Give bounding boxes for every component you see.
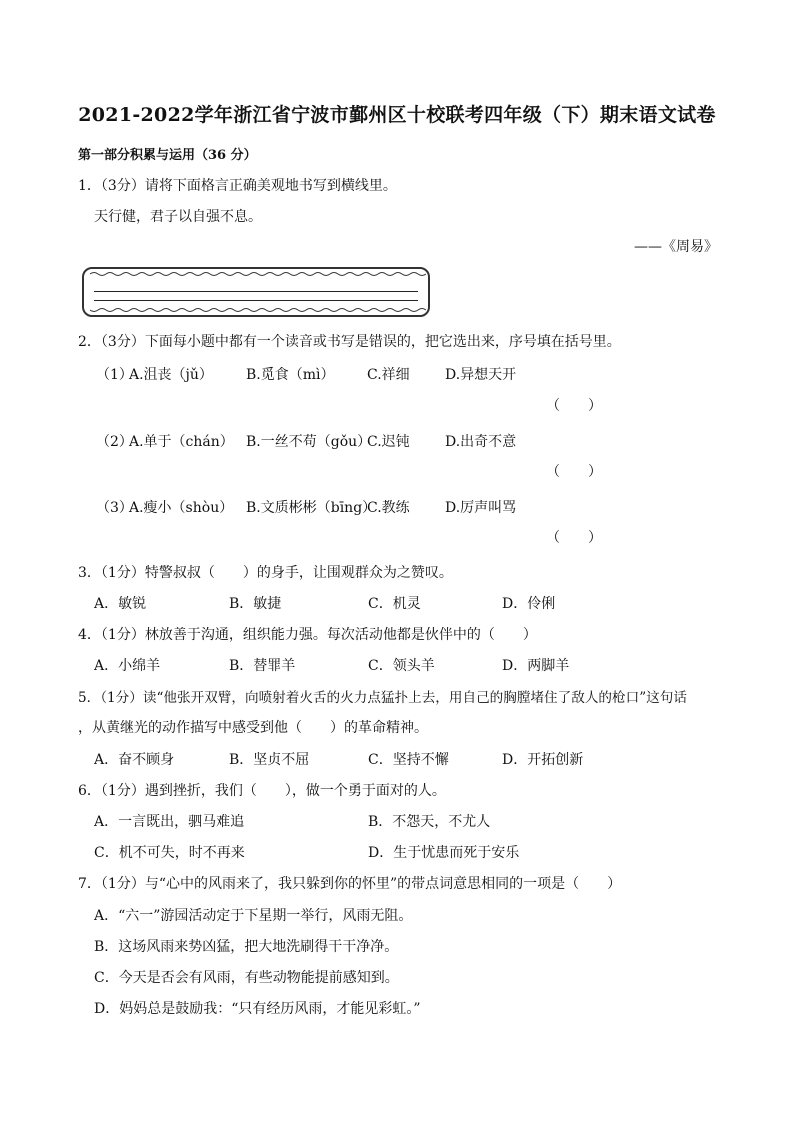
q5-option-d[interactable]: D．开拓创新 bbox=[502, 752, 584, 768]
q2-item-3-b: B.文质彬彬（bīng） bbox=[246, 500, 377, 516]
q7-option-a[interactable]: A．“六一”游园活动定于下星期一举行，风雨无阻。 bbox=[94, 908, 413, 924]
q2-item-2-answer-bracket[interactable]: （ ） bbox=[546, 464, 602, 480]
q6-option-a[interactable]: A．一言既出，驷马难追 bbox=[94, 814, 245, 830]
q2-item-3-num: （3） bbox=[96, 500, 133, 516]
q2-item-1-d: D.异想天开 bbox=[445, 367, 517, 383]
q2-item-2-num: （2） bbox=[96, 434, 133, 450]
q3-option-b[interactable]: B．敏捷 bbox=[229, 596, 282, 612]
q3-stem: 3．（1分）特警叔叔（ ）的身手，让围观群众为之赞叹。 bbox=[78, 565, 453, 581]
q5-option-a[interactable]: A．奋不顾身 bbox=[94, 752, 175, 768]
q4-option-b[interactable]: B．替罪羊 bbox=[229, 658, 296, 674]
q2-item-1-b: B.觅食（mì） bbox=[246, 367, 335, 383]
q2-item-2-a: A.单于（chán） bbox=[129, 434, 234, 450]
q4-option-c[interactable]: C．领头羊 bbox=[368, 658, 435, 674]
q3-option-d[interactable]: D．伶俐 bbox=[502, 596, 556, 612]
writing-line-2 bbox=[94, 300, 418, 301]
wave-bottom-decoration bbox=[90, 307, 426, 313]
q5-option-c[interactable]: C．坚持不懈 bbox=[368, 752, 449, 768]
q2-stem: 2．（3分）下面每小题中都有一个读音或书写是错误的，把它选出来，序号填在括号里。 bbox=[78, 334, 621, 350]
section-heading: 第一部分积累与运用（36 分） bbox=[78, 148, 257, 163]
q1-source: ——《周易》 bbox=[634, 239, 718, 255]
q7-option-c[interactable]: C．今天是否会有风雨，有些动物能提前感知到。 bbox=[94, 970, 399, 986]
q2-item-3-d: D.厉声叫骂 bbox=[445, 500, 517, 516]
q2-item-1-c: C.祥细 bbox=[367, 367, 410, 383]
q6-option-d[interactable]: D．生于忧患而死于安乐 bbox=[368, 845, 520, 861]
q6-option-c[interactable]: C．机不可失，时不再来 bbox=[94, 845, 245, 861]
q2-item-1-a: A.沮丧（jǔ） bbox=[129, 367, 213, 383]
q5-stem-continued: ，从黄继光的动作描写中感受到他（ ）的革命精神。 bbox=[78, 720, 428, 736]
q5-stem: 5．（1分）读“他张开双臂，向喷射着火舌的火力点猛扑上去，用自己的胸膛堵住了敌人的枪口”这句话 bbox=[78, 690, 687, 706]
q3-option-a[interactable]: A．敏锐 bbox=[94, 596, 147, 612]
q2-item-1-answer-bracket[interactable]: （ ） bbox=[546, 398, 602, 414]
q2-item-3-c: C.教练 bbox=[367, 500, 410, 516]
writing-line-1 bbox=[94, 291, 418, 292]
q6-stem: 6．（1分）遇到挫折，我们（ ），做一个勇于面对的人。 bbox=[78, 783, 446, 799]
q3-option-c[interactable]: C．机灵 bbox=[368, 596, 421, 612]
q6-option-b[interactable]: B．不怨天，不尤人 bbox=[368, 814, 491, 830]
q2-item-3-answer-bracket[interactable]: （ ） bbox=[546, 530, 602, 546]
q2-item-2-c: C.迟钝 bbox=[367, 434, 410, 450]
q1-quote: 天行健，君子以自强不息。 bbox=[94, 209, 262, 225]
q2-item-2-d: D.出奇不意 bbox=[445, 434, 517, 450]
q2-item-1-num: （1） bbox=[96, 367, 133, 383]
handwriting-box[interactable] bbox=[82, 267, 430, 317]
q5-option-b[interactable]: B．坚贞不屈 bbox=[229, 752, 310, 768]
q7-stem: 7．（1分）与“心中的风雨来了，我只躲到你的怀里”的带点词意思相同的一项是（ ） bbox=[78, 876, 622, 892]
wave-top-decoration bbox=[90, 271, 426, 277]
q4-option-d[interactable]: D．两脚羊 bbox=[502, 658, 570, 674]
q4-stem: 4．（1分）林放善于沟通，组织能力强。每次活动他都是伙伴中的（ ） bbox=[78, 627, 537, 643]
exam-title: 2021-2022学年浙江省宁波市鄞州区十校联考四年级（下）期末语文试卷 bbox=[78, 104, 716, 126]
q2-item-2-b: B.一丝不苟（gǒu） bbox=[246, 434, 372, 450]
q7-option-b[interactable]: B．这场风雨来势凶猛，把大地洗刷得干干净净。 bbox=[94, 939, 399, 955]
q7-option-d[interactable]: D．妈妈总是鼓励我：“只有经历风雨，才能见彩虹。” bbox=[94, 1001, 421, 1017]
q1-stem: 1．（3分）请将下面格言正确美观地书写到横线里。 bbox=[78, 178, 397, 194]
q4-option-a[interactable]: A．小绵羊 bbox=[94, 658, 161, 674]
q2-item-3-a: A.瘦小（shòu） bbox=[129, 500, 234, 516]
